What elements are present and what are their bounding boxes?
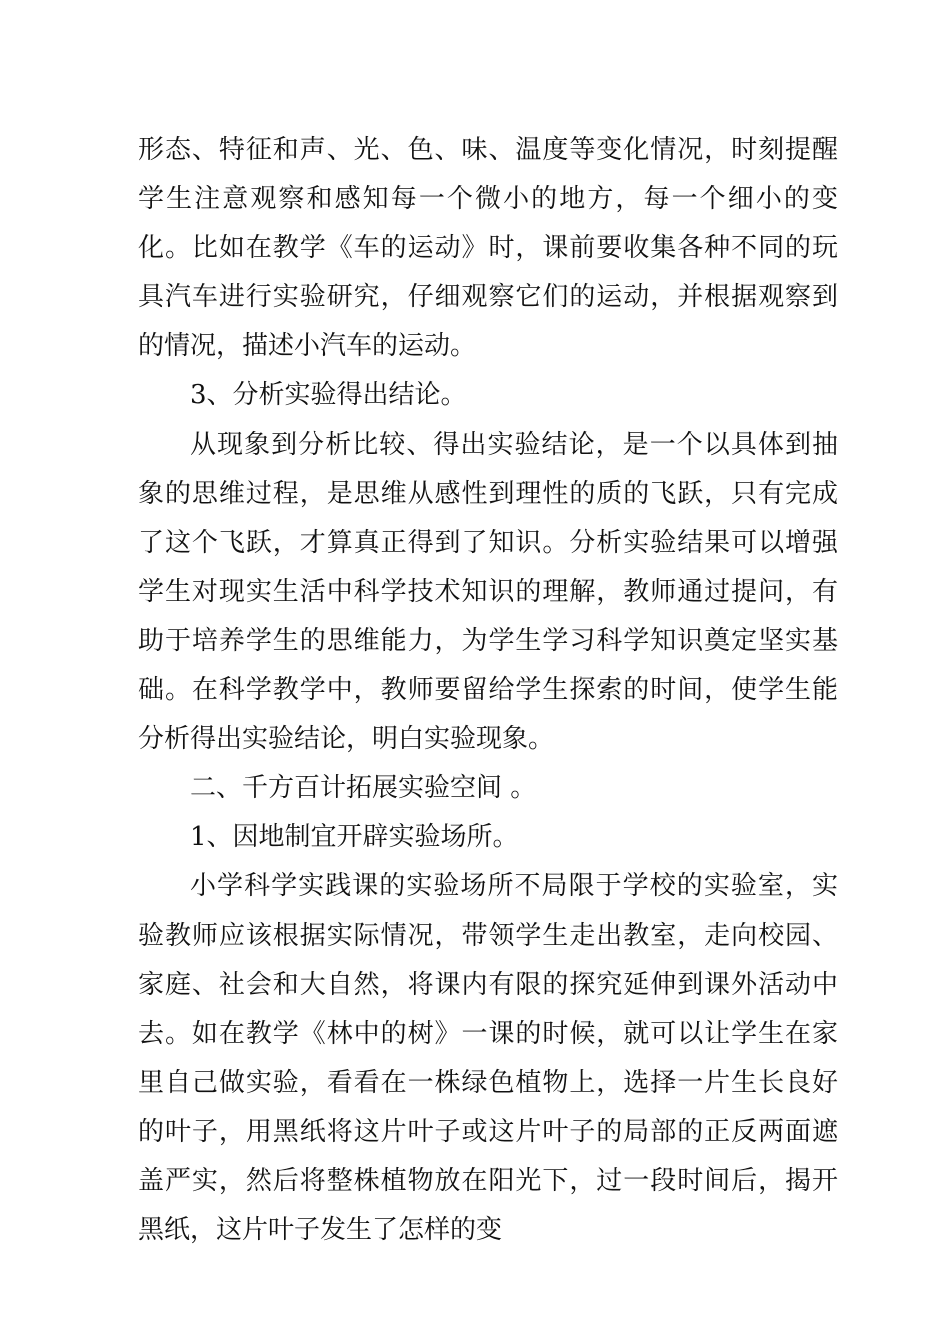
paragraph-analysis: 从现象到分析比较、得出实验结论，是一个以具体到抽象的思维过程，是思维从感性到理性的质的飞跃，只有完成了这个飞跃，才算真正得到了知识。分析实验结果可以增强学生对现实生活中科学技术知识的理解，教师通过提问，有助于培养学生的思维能力，为学生学习科学知识奠定坚实基础。在科学教学中，教师要留给学生探索的时间，使学生能分析得出实验结论，明白实验现象。 (138, 429, 838, 755)
section-heading-expand-space: 二、千方百计拓展实验空间 。 (190, 773, 537, 804)
subheading-experiment-venues: 1、因地制宜开辟实验场所。 (190, 822, 519, 853)
document-body (138, 126, 838, 1255)
paragraph-venues: 小学科学实践课的实验场所不局限于学校的实验室，实验教师应该根据实际情况，带领学生走出教室，走向校园、家庭、社会和大自然，将课内有限的探究延伸到课外活动中去。如在教学《林中的树》一课的时候，就可以让学生在家里自己做实验，看看在一株绿色植物上，选择一片生长良好的叶子，用黑纸将这片叶子或这片叶子的局部的正反两面遮盖严实，然后将整株植物放在阳光下，过一段时间后，揭开黑纸，这片叶子发生了怎样的变 (138, 871, 838, 1246)
subheading-analyze-results: 3、分析实验得出结论。 (190, 380, 467, 411)
paragraph-continued: 形态、特征和声、光、色、味、温度等变化情况，时刻提醒学生注意观察和感知每一个微小的地方，每一个细小的变化。比如在教学《车的运动》时，课前要收集各种不同的玩具汽车进行实验研究，仔细观察它们的运动，并根据观察到的情况，描述小汽车的运动。 (138, 135, 838, 362)
